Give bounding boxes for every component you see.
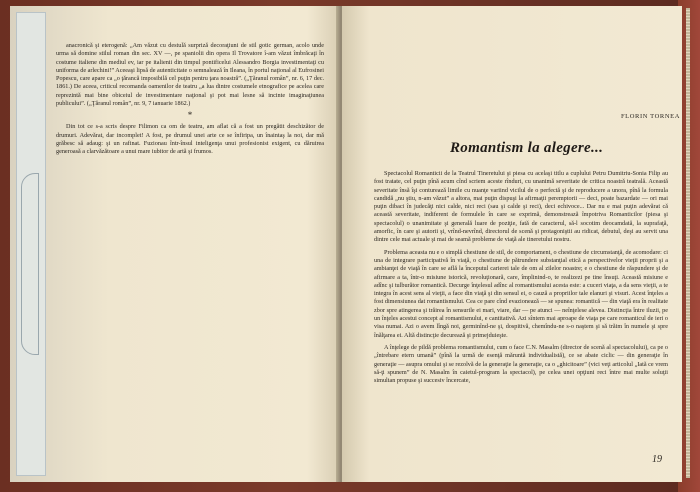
right-paragraph: Problema aceasta nu e o simplă chestiune de stil, de comportament, o chestiune de circumstanţă, de acomodare: ci una de integrare participativă în viaţă, o chestiune de pătrundere substanţial etică a perspectivelor vieţii proprii şi a ambianţei de viaţă în care se află la începutul carierei tale de om al zilelor noastre; e o chestiune de răspundere şi de afirmare a ta, într-o misiune istorică, revoluţionară, care, împlinind-o, te realizezi pe tine însuţi. Această misiune e adînc şi tulburător romantică. Decurge înţelesul adînc al romantismului acesta este: a cuceri viaţa, a da sens vieţii, a te integra în acest sens al vieţii, a face din viaţă şi din sensul ei, o cauză a propriilor tale elanuri şi visuri. Acest înţeles a fost dimensiunea dat romantismului. Cea ce pare cînd evazionează — se spunea: romantică — din viaţă era în realitate zbor spre atingerea şi trăirea în sensurile ei mari, viare, dar — pe atunci — neînţelese alevea. Distincţia între iluzii, pe un înţeles acestui concept al romantismului, e cantitativă. Azi sîntem mai aproape de viaţa pe care romanticul de ieri o visa numai. Azi o avem lîngă noi, germinînd-ne şi, dospitivă, chemîndu-ne s-o naştem şi să trăim în numele şi spre înălţarea ei. Altă distincţie decurează şi primejduieşte. — [374, 248, 668, 339]
right-paragraph: A înţelege de pildă problema romantismului, cum o face C.N. Masalm (director de scenă al spectacolului), ca pe o „întrebare etern umană” (pînă la urmă de esenţă măruntă individualistă), ce se abate ciclic — din generaţie în generaţie — asupra omului şi se rezolvă de la generaţie la generaţie, ca o „ghicitoare” (vici veţi articolul „Iată ce vrem să-ţi spunem” de N. Masalm în caietul-program la spectacol), pe celea unei opţiuni reci între mai multe soluţii simultan propuse şi succesiv încercate, — [374, 343, 668, 385]
section-separator: * — [187, 110, 193, 121]
endpaper-decoration — [21, 173, 39, 355]
article-title: Romantism la alegere... — [450, 140, 604, 156]
right-page-text — [374, 170, 668, 389]
right-paragraph: Spectacolul Romanticii de la Teatrul Tineretului şi piesa cu acelaşi titlu a cuplului Petru Dumitriu-Sonia Filip au fost tratate, cel puţin pînă acum cînd scriem aceste rînduri, cu unanimă severitate de critica noastră teatrală. Această severitate însă îşi conturează limile cu nuanţe variind vicilul de o perfectă şi de reproducere a unora, pînă la formula candidă „nu ştiu, n-am văzut” a altora, mai puţin dispuşi la afirmaţii peremptorii — deci, poate bazardate — ori mai puţin dibaci în judecăţi nici calde, nici reci (sau şi calde şi reci), deci echivoce... Dar nu e mai puţin adevărat că această severitate, indiferent de formulele în care se exprimă, demonstrează împotriva Romanticilor (piesa şi spectacolul) o unanimitate şi generală luare de poziţie, fată de caracterul, să-l socotim deocamdată, la suprafaţă, amorfic, în care şi autorii şi, vrînd-nevrînd, directorul de scenă şi protagoniştii au ridicat, debutul, deşi au servit una dintre cele mai actuale şi mai de seamă probleme de viaţă ale tineretului nostru. — [374, 170, 668, 244]
author-name: FLORIN TORNEA — [620, 113, 680, 120]
left-page-text — [56, 42, 324, 159]
endpaper-strip — [16, 12, 46, 476]
page-edges — [686, 8, 690, 478]
left-paragraph: Din tot ce s-a scris despre Filimon ca om de teatru, am aflat că a fost un pregătit deschizător de drumuri. Adevărat, dar incomplet! A fost, pe drumul unei arte ce se înfiripa, un înaintaş la noi, dar mă grăbesc să adaug: şi un rafinat. Fuzionau într-însul inteligenţa unui profesionist exigent, cu dăruirea generoasă a clarvăzătoare a unui mare iubitor de artă şi frumos. — [56, 123, 324, 156]
page-number: 19 — [652, 454, 662, 465]
left-paragraph: anacronică şi eterogenă: „Am văzut cu destulă surpriză decoraţiuni de stil gotic german, acolo unde urma să domine stilul roman din sec. XV —, pe spaniolii din opera Il Trovatore î-am văzut îmbrăcaţi în costume italiene din mediul ev, iar pe italienii din timpul pontificelui Alessandro Borgia investimentaţi cu uniforma de arlechini!” Aceeaşi lipsă de autenticitate o semnalează în Ileana, în portul naţional al Eufrosinei Popescu, care apare ca „o ţărancă imposibilă cel puţin pentru ţara noastră”. („Ţăranul român”, nr. 6, 17 dec. 1861.) De aceea, criticul recomanda oamenilor de teatru „a lua dintre costumele etnografice pe acelea care reprezintă mai bine obiceiul de investimentare naţional şi pot mai lesne să incinte imaginaţiunea publicului”. („Ţăranul român”, nr. 9, 7 ianuarie 1862.) — [56, 42, 325, 108]
